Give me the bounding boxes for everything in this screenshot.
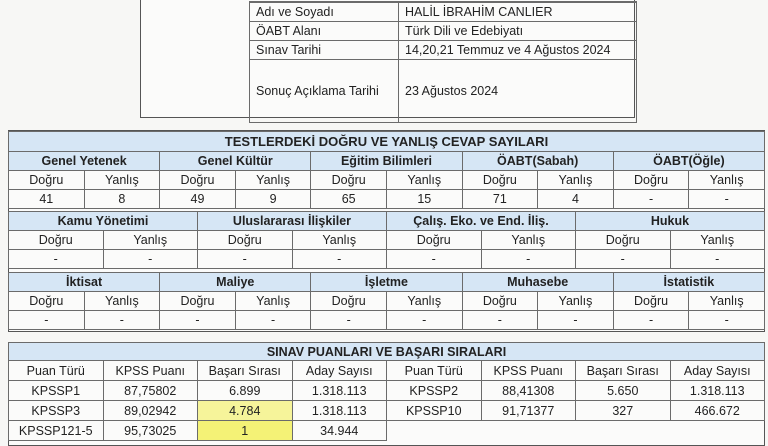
- wrong-label: Yanlış: [538, 171, 614, 190]
- wrong-count: -: [670, 250, 765, 269]
- section-header-row: [9, 273, 765, 292]
- tests-title-row: [9, 132, 765, 152]
- success-rank: 6.899: [198, 381, 293, 401]
- wrong-label: Yanlış: [103, 231, 198, 250]
- correct-label: Doğru: [576, 231, 671, 250]
- correct-count: -: [9, 250, 104, 269]
- empty-cell: [670, 421, 765, 441]
- info-value: Türk Dili ve Edebiyatı: [399, 22, 637, 41]
- correct-count: -: [613, 311, 689, 330]
- section-name: Genel Yetenek: [9, 152, 160, 171]
- correct-count: 49: [160, 190, 236, 209]
- correct-wrong-label-row: [9, 171, 765, 190]
- info-row-name: [250, 3, 637, 22]
- correct-label: Doğru: [462, 171, 538, 190]
- exam-scores-box: [8, 342, 765, 446]
- correct-count: 71: [462, 190, 538, 209]
- info-value: 23 Ağustos 2024: [399, 60, 637, 123]
- wrong-count: -: [84, 311, 160, 330]
- score-type: KPSSP121-5: [9, 421, 104, 441]
- info-value: HALİL İBRAHİM CANLIER: [399, 3, 637, 22]
- correct-count: -: [613, 190, 689, 209]
- wrong-label: Yanlış: [386, 292, 462, 311]
- correct-label: Doğru: [462, 292, 538, 311]
- section-name: Uluslararası İlişkiler: [198, 212, 387, 231]
- col-header: KPSS Puanı: [481, 361, 576, 381]
- correct-label: Doğru: [160, 292, 236, 311]
- wrong-count: -: [689, 311, 765, 330]
- scores-title-row: [9, 343, 765, 361]
- candidate-count: 1.318.113: [292, 381, 387, 401]
- score-type: KPSSP3: [9, 401, 104, 421]
- section-name: İstatistik: [613, 273, 764, 292]
- correct-wrong-label-row: [9, 292, 765, 311]
- correct-label: Doğru: [9, 171, 85, 190]
- wrong-count: 9: [235, 190, 311, 209]
- correct-label: Doğru: [311, 292, 387, 311]
- wrong-label: Yanlış: [235, 171, 311, 190]
- candidate-info-box: [140, 0, 635, 118]
- col-header: Puan Türü: [9, 361, 104, 381]
- section-name: Çalış. Eko. ve End. İliş.: [387, 212, 576, 231]
- empty-cell: [576, 421, 671, 441]
- correct-count: -: [462, 311, 538, 330]
- wrong-label: Yanlış: [84, 292, 160, 311]
- wrong-count: 4: [538, 190, 614, 209]
- test-answers-box: [8, 130, 765, 332]
- score-type: KPSSP10: [387, 401, 482, 421]
- count-row: [9, 311, 765, 330]
- candidate-count: 466.672: [670, 401, 765, 421]
- candidate-info-table: [249, 2, 637, 123]
- section-name: Maliye: [160, 273, 311, 292]
- info-row-result-date: [250, 60, 637, 123]
- success-rank: 327: [576, 401, 671, 421]
- col-header: Aday Sayısı: [670, 361, 765, 381]
- section-name: İşletme: [311, 273, 462, 292]
- count-row: [9, 190, 765, 209]
- correct-count: -: [160, 311, 236, 330]
- section-header-row: [9, 152, 765, 171]
- table-row: [9, 401, 765, 421]
- candidate-count: 1.318.113: [292, 401, 387, 421]
- info-label: Sınav Tarihi: [250, 41, 399, 60]
- score-type: KPSSP2: [387, 381, 482, 401]
- info-value: 14,20,21 Temmuz ve 4 Ağustos 2024: [399, 41, 637, 60]
- test-answers-table-1: [8, 131, 765, 209]
- col-header: Aday Sayısı: [292, 361, 387, 381]
- table-row: [9, 421, 765, 441]
- exam-scores-table: [8, 342, 765, 441]
- empty-cell: [481, 421, 576, 441]
- kpss-score: 88,41308: [481, 381, 576, 401]
- wrong-count: -: [386, 311, 462, 330]
- success-rank: 1: [198, 421, 293, 441]
- wrong-label: Yanlış: [235, 292, 311, 311]
- correct-label: Doğru: [160, 171, 236, 190]
- table-row: [9, 381, 765, 401]
- empty-cell: [387, 421, 482, 441]
- correct-count: -: [311, 311, 387, 330]
- section-name: Kamu Yönetimi: [9, 212, 198, 231]
- kpss-score: 95,73025: [103, 421, 198, 441]
- section-name: Genel Kültür: [160, 152, 311, 171]
- candidate-count: 1.318.113: [670, 381, 765, 401]
- correct-label: Doğru: [613, 171, 689, 190]
- wrong-count: 15: [386, 190, 462, 209]
- correct-label: Doğru: [387, 231, 482, 250]
- score-type: KPSSP1: [9, 381, 104, 401]
- info-row-exam-date: [250, 41, 637, 60]
- wrong-count: -: [689, 190, 765, 209]
- wrong-count: -: [481, 250, 576, 269]
- wrong-label: Yanlış: [689, 171, 765, 190]
- test-answers-table-2: [8, 211, 765, 269]
- correct-count: -: [576, 250, 671, 269]
- section-name: ÖABT(Sabah): [462, 152, 613, 171]
- success-rank: 5.650: [576, 381, 671, 401]
- info-row-field: [250, 22, 637, 41]
- wrong-label: Yanlış: [84, 171, 160, 190]
- wrong-count: -: [235, 311, 311, 330]
- wrong-count: 8: [84, 190, 160, 209]
- correct-label: Doğru: [311, 171, 387, 190]
- wrong-label: Yanlış: [481, 231, 576, 250]
- wrong-label: Yanlış: [386, 171, 462, 190]
- wrong-count: -: [538, 311, 614, 330]
- correct-count: 41: [9, 190, 85, 209]
- wrong-label: Yanlış: [670, 231, 765, 250]
- section-name: Muhasebe: [462, 273, 613, 292]
- correct-count: -: [387, 250, 482, 269]
- count-row: [9, 250, 765, 269]
- section-header-row: [9, 212, 765, 231]
- correct-label: Doğru: [9, 292, 85, 311]
- scores-title: SINAV PUANLARI VE BAŞARI SIRALARI: [9, 343, 765, 361]
- section-name: İktisat: [9, 273, 160, 292]
- success-rank: 4.784: [198, 401, 293, 421]
- correct-wrong-label-row: [9, 231, 765, 250]
- correct-label: Doğru: [198, 231, 293, 250]
- kpss-score: 87,75802: [103, 381, 198, 401]
- wrong-label: Yanlış: [292, 231, 387, 250]
- test-answers-table-3: [8, 272, 765, 330]
- tests-title: TESTLERDEKİ DOĞRU VE YANLIŞ CEVAP SAYILARI: [9, 132, 765, 152]
- scores-header-row: [9, 361, 765, 381]
- info-label: Adı ve Soyadı: [250, 3, 399, 22]
- col-header: Puan Türü: [387, 361, 482, 381]
- wrong-label: Yanlış: [689, 292, 765, 311]
- info-label: Sonuç Açıklama Tarihi: [250, 60, 399, 123]
- col-header: KPSS Puanı: [103, 361, 198, 381]
- col-header: Başarı Sırası: [576, 361, 671, 381]
- correct-count: -: [9, 311, 85, 330]
- info-label: ÖABT Alanı: [250, 22, 399, 41]
- col-header: Başarı Sırası: [198, 361, 293, 381]
- wrong-count: -: [292, 250, 387, 269]
- section-name: Hukuk: [576, 212, 765, 231]
- candidate-count: 34.944: [292, 421, 387, 441]
- correct-count: -: [198, 250, 293, 269]
- correct-count: 65: [311, 190, 387, 209]
- section-name: ÖABT(Öğle): [613, 152, 764, 171]
- correct-label: Doğru: [9, 231, 104, 250]
- wrong-count: -: [103, 250, 198, 269]
- section-name: Eğitim Bilimleri: [311, 152, 462, 171]
- correct-label: Doğru: [613, 292, 689, 311]
- wrong-label: Yanlış: [538, 292, 614, 311]
- kpss-score: 91,71377: [481, 401, 576, 421]
- kpss-score: 89,02942: [103, 401, 198, 421]
